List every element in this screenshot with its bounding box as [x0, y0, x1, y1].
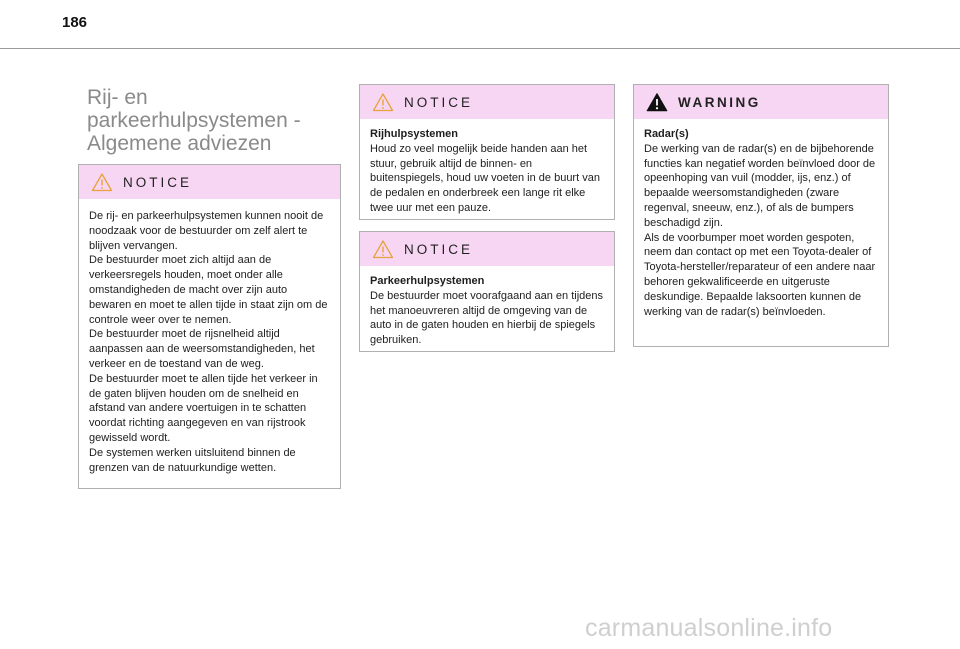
notice-box-general	[78, 164, 341, 489]
section-title-line: parkeerhulpsystemen -	[87, 109, 301, 132]
notice-header	[360, 232, 614, 266]
warning-outline-icon	[91, 172, 113, 192]
warning-lead: Radar(s)	[644, 128, 689, 140]
warning-header	[634, 85, 888, 119]
notice-body	[360, 266, 614, 356]
notice-box-parkeerhulp	[359, 231, 615, 352]
notice-label: NOTICE	[123, 174, 193, 190]
notice-paragraph: De systemen werken uitsluitend binnen de grenzen van de natuurkundige wetten.	[89, 446, 296, 474]
section-title-line: Algemene adviezen	[87, 132, 272, 155]
notice-paragraph: De bestuurder moet te allen tijde het verkeer in de gaten blijven houden om de snelheid en afstand van andere voertuigen in te schatten voordat richting aangegeven en van rijstrook gewisseld wordt.	[89, 372, 318, 444]
notice-label: NOTICE	[404, 241, 474, 257]
notice-lead: Parkeerhulpsystemen	[370, 275, 485, 287]
warning-filled-icon	[646, 92, 668, 112]
warning-label: WARNING	[678, 94, 761, 110]
warning-paragraph: Als de voorbumper moet worden gespoten, neem dan contact op met een Toyota-dealer of Toyota-hersteller/reparateur of een andere naar behoren gekwalificeerde en uitgeruste deskundige. Bepaalde laksoorten kunnen de werking van de radar(s) beïnvloeden.	[644, 231, 876, 318]
page-number: 186	[62, 14, 88, 31]
notice-body	[79, 199, 340, 483]
warning-body	[634, 119, 888, 327]
section-title	[87, 86, 337, 155]
notice-label: NOTICE	[404, 94, 474, 110]
notice-paragraph: De bestuurder moet zich altijd aan de verkeersregels houden, moet onder alle omstandigheden de macht over zijn auto bewaren en moet te allen tijde in staat zijn om de controle weer over te nemen.	[89, 254, 328, 326]
notice-header	[360, 85, 614, 119]
section-title-line: Rij- en	[87, 86, 148, 109]
notice-paragraph: De bestuurder moet de rijsnelheid altijd aanpassen aan de weersomstandigheden, het verkeer en de toestand van de weg.	[89, 328, 315, 370]
warning-outline-icon	[372, 239, 394, 259]
notice-paragraph: De bestuurder moet voorafgaand aan en tijdens het manoeuvreren altijd de omgeving van de auto in de gaten houden en hierbij de spiegels gebruiken.	[370, 289, 603, 347]
warning-outline-icon	[372, 92, 394, 112]
notice-paragraph: Houd zo veel mogelijk beide handen aan het stuur, gebruik altijd de binnen- en buitenspiegels, houd uw voeten in de buurt van de pedalen en onderbreek een lange rit elke twee uur met een pauze.	[370, 142, 600, 214]
header-divider	[0, 48, 960, 49]
notice-paragraph: De rij- en parkeerhulpsystemen kunnen nooit de noodzaak voor de bestuurder om zelf alert te blijven vervangen.	[89, 210, 324, 252]
notice-body	[360, 119, 614, 224]
notice-header	[79, 165, 340, 199]
watermark: carmanualsonline.info	[585, 614, 833, 642]
warning-paragraph: De werking van de radar(s) en de bijbehorende functies kan negatief worden beïnvloed door de opeenhoping van vuil (modder, ijs, enz.) of bepaalde weersomstandigheden (zware regenval, sneeuw, enz.), of als de bumpers beschadigd zijn.	[644, 142, 876, 229]
warning-box-radar	[633, 84, 889, 347]
notice-box-rijhulp	[359, 84, 615, 220]
notice-lead: Rijhulpsystemen	[370, 128, 459, 140]
